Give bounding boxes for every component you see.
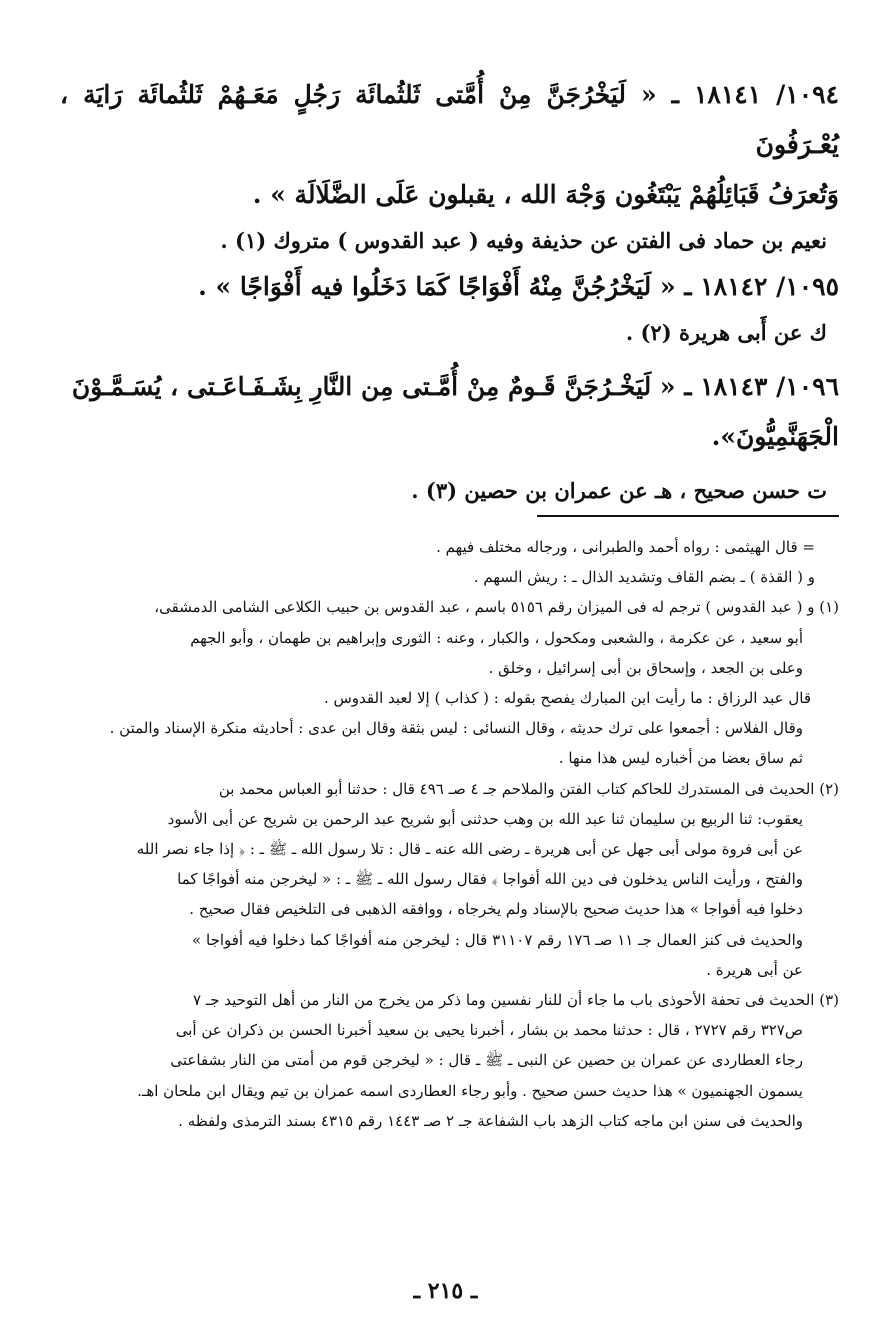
footnote-2 bbox=[60, 774, 839, 985]
hadith-source: نعيم بن حماد فى الفتن عن حذيفة وفيه ( عبد القدوس ) متروك (١) . bbox=[220, 228, 827, 253]
footnote-3 bbox=[60, 985, 839, 1136]
footnote-line: وقال الفلاس : أجمعوا على ترك حديثه ، وقال النسائى : ليس بثقة وقال ابن عدى : أحاديثه منكرة الإسناد والمتن . bbox=[109, 719, 803, 738]
hadith-source: ك عن أَبى هريرة (٢) . bbox=[625, 320, 827, 345]
footnote-divider bbox=[537, 515, 839, 517]
hadith-line: وَتُعرَفُ قَبَائِلُهُمْ يَبْتَغُون وَجْهَ الله ، يقبلون عَلَى الضَّلَالَة » . bbox=[252, 180, 839, 209]
footnote-line: والحديث فى كنز العمال جـ ١١ صـ ١٧٦ رقم ٣١١٠٧ قال : ليخرجن منه أفواجًا كما دخلوا فيه أفواجا » bbox=[192, 930, 803, 949]
hadith-entry bbox=[60, 262, 839, 354]
hadith-entry bbox=[60, 70, 839, 262]
footnote-line: (٣) الحديث فى تحفة الأحوذى باب ما جاء أن للنار نفسين وما ذكر من يخرج من النار من أهل التوحيد جـ ٧ bbox=[193, 991, 839, 1010]
footnote-line: ص٣٢٧ رقم ٢٧٢٧ ، قال : حدثنا محمد بن بشار ، أخبرنا يحيى بن سعيد أخبرنا الحسن بن ذكران عن أبى bbox=[175, 1021, 803, 1040]
footnote-line: قال عبد الرزاق : ما رأيت ابن المبارك يفصح بقوله : ( كذاب ) إلا لعبد القدوس . bbox=[323, 689, 811, 708]
footnote-line: دخلوا فيه أفواجا » هذا حديث صحيح بالإسناد ولم يخرجاه ، ووافقه الذهبى فى التلخيص فقال صحيح . bbox=[189, 900, 803, 919]
hadith-line: الْجَهَنَّمِيُّونَ». bbox=[711, 422, 839, 451]
footnote-line: عن أبى هريرة . bbox=[706, 960, 803, 979]
footnote-line: رجاء العطاردى عن عمران بن حصين عن النبى ـ ﷺ ـ قال : « ليخرجن قوم من أمتى من النار بشفاعتى bbox=[170, 1051, 803, 1070]
footnote-line: والحديث فى سنن ابن ماجه كتاب الزهد باب الشفاعة جـ ٢ صـ ١٤٤٣ رقم ٤٣١٥ بسند الترمذى ولفظه . bbox=[178, 1111, 803, 1130]
footnote-line: يعقوب: ثنا الربيع بن سليمان ثنا عبد الله بن وهب حدثنى أبو شريح عبد الرحمن بن شريح عن أبى الأسود bbox=[167, 809, 803, 828]
footnote-line: عن أبى فروة مولى أبى جهل عن أبى هريرة ـ رضى الله عنه ـ قال : تلا رسول الله ـ ﷺ ـ : ﴿ إذا جاء نصر الله bbox=[136, 840, 803, 859]
hadith-source: ت حسن صحيح ، هـ عن عمران بن حصين (٣) . bbox=[411, 478, 827, 503]
footnote-line: ثم ساق بعضا من أخباره ليس هذا منها . bbox=[558, 749, 803, 768]
footnote-1 bbox=[60, 592, 839, 773]
footnote-line: و ( القذة ) ـ بضم القاف وتشديد الذال ـ : ريش السهم . bbox=[473, 568, 815, 587]
footnote-continuation bbox=[60, 532, 839, 592]
hadith-line: ١٠٩٦/ ١٨١٤٣ ـ « لَيَخْـرُجَنَّ قَـومٌ مِنْ أُمَّـتى مِن النَّارِ بِشَـفَـاعَـتى ، يُسَـمَّـوْنَ bbox=[71, 372, 839, 401]
page-number: ـ ٢١٥ ـ bbox=[413, 1278, 478, 1304]
footnote-line: وعلى بن الجعد ، وإسحاق بن أبى إسرائيل ، وخلق . bbox=[488, 658, 803, 677]
footnotes bbox=[60, 532, 839, 1136]
footnote-line: (١) و ( عبد القدوس ) ترجم له فى الميزان رقم ٥١٥٦ باسم ، عبد القدوس بن حبيب الكلاعى الشامى الدمشقى، bbox=[154, 598, 839, 617]
footnote-line: = قال الهيثمى : رواه أحمد والطبرانى ، ورجاله مختلف فيهم . bbox=[436, 538, 815, 556]
page-body bbox=[60, 70, 839, 1344]
hadith-line: ١٠٩٤/ ١٨١٤١ ـ « لَيَخْرُجَنَّ مِنْ أُمَّتى ثَلثُمائَة رَجُلٍ مَعَـهُمْ ثَلثُمائَة رَايَة ، يُعْـرَفُونَ bbox=[60, 80, 839, 159]
footnote-line: يسمون الجهنميون » هذا حديث حسن صحيح . وأبو رجاء العطاردى اسمه عمران بن تيم ويقال ابن ملحان اهـ. bbox=[137, 1081, 803, 1100]
footnote-line: أبو سعيد ، عن عكرمة ، والشعبى ومكحول ، والكبار ، وعنه : الثورى وإبراهيم بن طهمان ، وأبو الجهم bbox=[190, 628, 803, 647]
footnote-line: والفتح ، ورأيت الناس يدخلون فى دين الله أفواجا ﴾ فقال رسول الله ـ ﷺ ـ : « ليخرجن منه أفواجًا كما bbox=[177, 870, 803, 889]
hadith-entry bbox=[60, 362, 839, 512]
footnote-line: (٢) الحديث فى المستدرك للحاكم كتاب الفتن والملاحم جـ ٤ صـ ٤٩٦ قال : حدثنا أبو العباس محمد بن bbox=[218, 779, 839, 798]
hadith-line: ١٠٩٥/ ١٨١٤٢ ـ « لَيَخْرُجُنَّ مِنْهُ أَفْوَاجًا كَمَا دَخَلُوا فيه أَفْوَاجًا » . bbox=[198, 272, 839, 301]
